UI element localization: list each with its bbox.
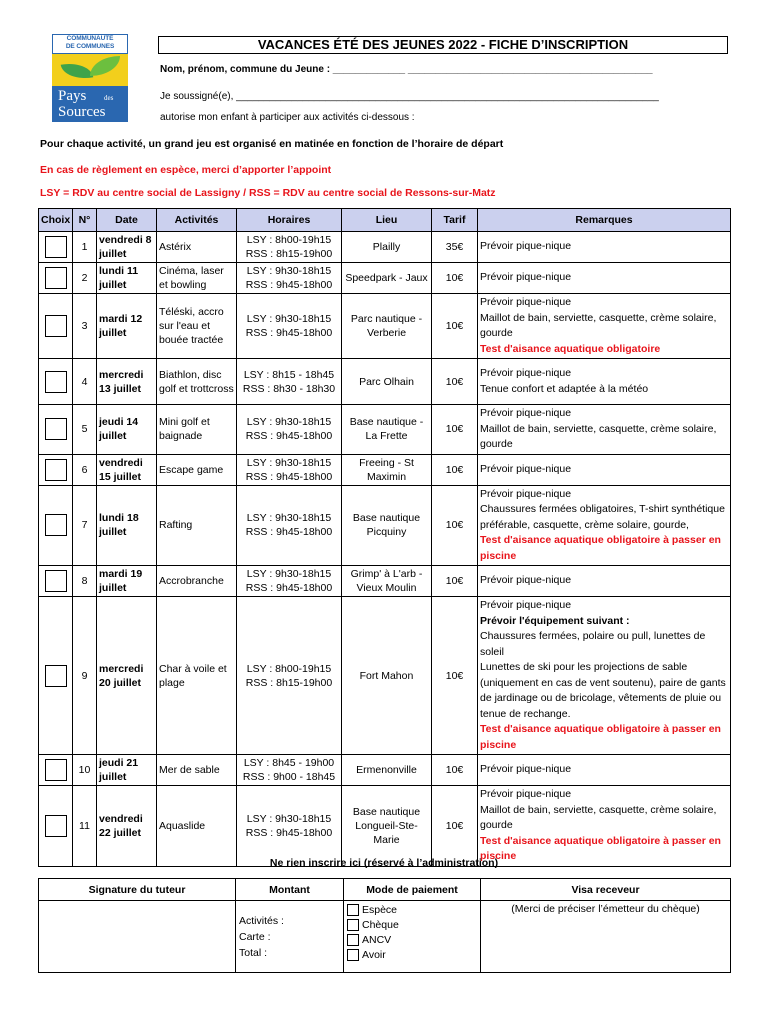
row-horaires bbox=[237, 454, 342, 485]
remark-line: Prévoir pique-nique bbox=[480, 296, 572, 308]
row-lieu: Base nautique Longueil-Ste-Marie bbox=[342, 786, 432, 867]
choice-checkbox[interactable] bbox=[45, 570, 67, 592]
row-activity: Char à voile et plage bbox=[157, 597, 237, 755]
row-horaires bbox=[237, 485, 342, 566]
row-tarif: 35€ bbox=[432, 232, 478, 263]
row-horaires bbox=[237, 263, 342, 294]
logo-band bbox=[52, 34, 128, 54]
choice-cell bbox=[39, 359, 73, 405]
remark-line: Lunettes de ski pour les projections de sable (uniquement en cas de vent soutenu), paire de gants de jardinage ou de bricolage, vêtements de pluie ou tenue de rechange. bbox=[480, 661, 726, 720]
row-date: lundi 18 juillet bbox=[97, 485, 157, 566]
remark-warning: Test d'aisance aquatique obligatoire à passer en piscine bbox=[480, 834, 721, 862]
checkbox[interactable] bbox=[347, 949, 359, 961]
remark-bold: Prévoir l'équipement suivant : bbox=[480, 614, 630, 627]
row-date: lundi 11 juillet bbox=[97, 263, 157, 294]
admin-caption: Ne rien inscrire ici (réservé à l’administration) bbox=[269, 857, 499, 869]
row-number: 4 bbox=[73, 359, 97, 405]
note-reglement: En cas de règlement en espèce, merci d’apporter l’appoint bbox=[40, 164, 332, 176]
choice-checkbox[interactable] bbox=[45, 665, 67, 687]
horaire-lsy: LSY : 9h30-18h15 bbox=[246, 512, 332, 525]
row-lieu: Parc nautique - Verberie bbox=[342, 294, 432, 359]
horaire-rss: RSS : 9h45-18h00 bbox=[245, 327, 333, 339]
choice-cell bbox=[39, 786, 73, 867]
row-tarif: 10€ bbox=[432, 755, 478, 786]
horaire-rss: RSS : 8h15-19h00 bbox=[245, 676, 333, 689]
col-tarif: Tarif bbox=[432, 209, 478, 232]
choice-checkbox[interactable] bbox=[45, 236, 67, 258]
note-grand-jeu: Pour chaque activité, un grand jeu est organisé en matinée en fonction de l’horaire de départ bbox=[40, 138, 504, 150]
row-horaires bbox=[237, 786, 342, 867]
remark-line: Prévoir pique-nique bbox=[480, 271, 572, 284]
horaire-lsy: LSY : 8h00-19h15 bbox=[246, 234, 332, 246]
remark-line: Prévoir pique-nique bbox=[480, 240, 572, 253]
row-remarques bbox=[478, 454, 731, 485]
row-remarques bbox=[478, 566, 731, 597]
mode-avoir[interactable] bbox=[347, 948, 477, 963]
table-row bbox=[39, 755, 731, 786]
remark-line: Prévoir pique-nique bbox=[480, 462, 572, 475]
checkbox[interactable] bbox=[347, 904, 359, 916]
row-horaires bbox=[237, 294, 342, 359]
visa-cell[interactable] bbox=[481, 901, 731, 973]
row-remarques bbox=[478, 232, 731, 263]
mode-cell bbox=[344, 901, 481, 973]
choice-checkbox[interactable] bbox=[45, 459, 67, 481]
table-row bbox=[39, 294, 731, 359]
row-date: mardi 12 juillet bbox=[97, 294, 157, 359]
row-number: 1 bbox=[73, 232, 97, 263]
choice-cell bbox=[39, 485, 73, 566]
row-horaires bbox=[237, 597, 342, 755]
choice-cell bbox=[39, 454, 73, 485]
remark-line: Prévoir pique-nique bbox=[480, 763, 572, 776]
row-horaires bbox=[237, 232, 342, 263]
logo-word-des: des bbox=[104, 94, 114, 102]
choice-cell bbox=[39, 597, 73, 755]
row-number: 7 bbox=[73, 485, 97, 566]
logo bbox=[52, 34, 128, 122]
row-number: 11 bbox=[73, 786, 97, 867]
row-lieu: Freeing - St Maximin bbox=[342, 454, 432, 485]
montant-total: Total : bbox=[239, 946, 268, 959]
row-activity: Mer de sable bbox=[157, 755, 237, 786]
remark-line: Prévoir pique-nique bbox=[480, 788, 572, 800]
row-activity: Mini golf et baignade bbox=[157, 405, 237, 455]
table-row bbox=[39, 485, 731, 566]
mode-label: ANCV bbox=[362, 934, 392, 946]
horaire-rss: RSS : 9h45-18h00 bbox=[245, 470, 333, 483]
admin-table bbox=[38, 878, 731, 973]
choice-checkbox[interactable] bbox=[45, 514, 67, 536]
remark-line: Tenue confort et adaptée à la météo bbox=[480, 382, 649, 395]
remark-line: Chaussures fermées obligatoires, T-shirt synthétique préférable, casquette, crème solaire, gourde, bbox=[480, 503, 725, 531]
col-horaires: Horaires bbox=[237, 209, 342, 232]
horaire-lsy: LSY : 8h45 - 19h00 bbox=[243, 757, 335, 769]
visa-header: Visa receveur bbox=[481, 879, 731, 901]
horaire-rss: RSS : 8h30 - 18h30 bbox=[242, 382, 336, 395]
row-date: vendredi 8 juillet bbox=[97, 232, 157, 263]
row-tarif: 10€ bbox=[432, 454, 478, 485]
choice-cell bbox=[39, 294, 73, 359]
col-lieu: Lieu bbox=[342, 209, 432, 232]
logo-word-pays: Pays bbox=[58, 88, 87, 104]
mode-header: Mode de paiement bbox=[344, 879, 481, 901]
remark-line: Prévoir pique-nique bbox=[480, 574, 572, 587]
logo-word-sources: Sources bbox=[58, 104, 106, 120]
row-number: 2 bbox=[73, 263, 97, 294]
choice-cell bbox=[39, 755, 73, 786]
row-number: 3 bbox=[73, 294, 97, 359]
note-rdv: LSY = RDV au centre social de Lassigny / RSS = RDV au centre social de Ressons-sur-Matz bbox=[40, 187, 496, 199]
row-activity: Téléski, accro sur l'eau et bouée tractée bbox=[157, 294, 237, 359]
table-row bbox=[39, 232, 731, 263]
horaire-rss: RSS : 8h15-19h00 bbox=[245, 248, 333, 260]
row-activity: Accrobranche bbox=[157, 566, 237, 597]
row-activity: Cinéma, laser et bowling bbox=[157, 263, 237, 294]
name-line[interactable]: Nom, prénom, commune du Jeune : _____________ ____________________________________________ bbox=[160, 64, 653, 75]
horaire-rss: RSS : 9h45-18h00 bbox=[245, 526, 333, 539]
row-date: jeudi 14 juillet bbox=[97, 405, 157, 455]
mode-ancv[interactable] bbox=[347, 933, 477, 948]
remark-line: Maillot de bain, serviette, casquette, crème solaire, gourde bbox=[480, 803, 717, 831]
row-date: jeudi 21 juillet bbox=[97, 755, 157, 786]
montant-header: Montant bbox=[236, 879, 344, 901]
row-remarques bbox=[478, 263, 731, 294]
horaire-rss: RSS : 9h45-18h00 bbox=[245, 430, 333, 443]
row-remarques bbox=[478, 405, 731, 455]
activities-table bbox=[38, 208, 731, 867]
choice-checkbox[interactable] bbox=[45, 418, 67, 440]
choice-checkbox[interactable] bbox=[45, 759, 67, 781]
row-number: 6 bbox=[73, 454, 97, 485]
montant-activites: Activités : bbox=[239, 914, 284, 927]
row-lieu: Ermenonville bbox=[342, 755, 432, 786]
mode-label: Avoir bbox=[362, 949, 386, 961]
row-lieu: Grimp' à L'arb - Vieux Moulin bbox=[342, 566, 432, 597]
montant-carte: Carte : bbox=[239, 930, 271, 943]
row-activity: Rafting bbox=[157, 485, 237, 566]
row-remarques bbox=[478, 294, 731, 359]
mode-espece[interactable] bbox=[347, 903, 477, 918]
row-tarif: 10€ bbox=[432, 485, 478, 566]
row-tarif: 10€ bbox=[432, 405, 478, 455]
row-lieu: Base nautique - La Frette bbox=[342, 405, 432, 455]
table-row bbox=[39, 566, 731, 597]
logo-line2: DE COMMUNES bbox=[65, 43, 115, 50]
row-tarif: 10€ bbox=[432, 294, 478, 359]
remark-warning: Test d'aisance aquatique obligatoire à passer en piscine bbox=[480, 534, 721, 562]
row-activity: Biathlon, disc golf et trottcross bbox=[157, 359, 237, 405]
horaire-lsy: LSY : 9h30-18h15 bbox=[246, 456, 332, 469]
choice-cell bbox=[39, 566, 73, 597]
mode-cheque[interactable] bbox=[347, 918, 477, 933]
col-choix: Choix bbox=[39, 209, 73, 232]
remark-line: Maillot de bain, serviette, casquette, crème solaire, gourde bbox=[480, 311, 717, 339]
choice-checkbox[interactable] bbox=[45, 267, 67, 289]
choice-checkbox[interactable] bbox=[45, 315, 67, 337]
page-title: VACANCES ÉTÉ DES JEUNES 2022 - FICHE D’INSCRIPTION bbox=[158, 36, 728, 54]
signature-cell[interactable] bbox=[39, 901, 236, 973]
row-remarques bbox=[478, 597, 731, 755]
col-remarques: Remarques bbox=[478, 209, 731, 232]
choice-checkbox[interactable] bbox=[45, 371, 67, 393]
row-horaires bbox=[237, 566, 342, 597]
col-num: N° bbox=[73, 209, 97, 232]
row-tarif: 10€ bbox=[432, 566, 478, 597]
horaire-lsy: LSY : 9h30-18h15 bbox=[246, 416, 332, 429]
row-lieu: Fort Mahon bbox=[342, 597, 432, 755]
checkbox[interactable] bbox=[347, 934, 359, 946]
mode-label: Espèce bbox=[362, 904, 398, 916]
col-activites: Activités bbox=[157, 209, 237, 232]
remark-warning: Test d'aisance aquatique obligatoire à passer en piscine bbox=[480, 723, 721, 751]
table-row bbox=[39, 263, 731, 294]
row-tarif: 10€ bbox=[432, 597, 478, 755]
row-remarques bbox=[478, 755, 731, 786]
horaire-lsy: LSY : 9h30-18h15 bbox=[246, 313, 332, 325]
logo-line1: COMMUNAUTÉ bbox=[66, 35, 114, 42]
row-number: 10 bbox=[73, 755, 97, 786]
visa-note: (Merci de préciser l’émetteur du chèque) bbox=[511, 903, 700, 915]
row-tarif: 10€ bbox=[432, 786, 478, 867]
row-activity: Escape game bbox=[157, 454, 237, 485]
row-date: mercredi 13 juillet bbox=[97, 359, 157, 405]
table-row bbox=[39, 454, 731, 485]
table-row bbox=[39, 786, 731, 867]
horaire-rss: RSS : 9h45-18h00 bbox=[245, 582, 333, 594]
remark-warning: Test d'aisance aquatique obligatoire bbox=[480, 342, 661, 355]
table-row bbox=[39, 359, 731, 405]
choice-cell bbox=[39, 405, 73, 455]
soussigne-line[interactable]: Je soussigné(e), ____________________________________________________________________________ bbox=[160, 91, 659, 102]
row-horaires bbox=[237, 405, 342, 455]
signature-header: Signature du tuteur bbox=[39, 879, 236, 901]
checkbox[interactable] bbox=[347, 919, 359, 931]
remark-line: Chaussures fermées, polaire ou pull, lunettes de soleil bbox=[480, 630, 706, 658]
choice-checkbox[interactable] bbox=[45, 815, 67, 837]
table-header-row bbox=[39, 209, 731, 232]
table-row bbox=[39, 597, 731, 755]
row-lieu: Speedpark - Jaux bbox=[342, 263, 432, 294]
autorise-line: autorise mon enfant à participer aux activités ci-dessous : bbox=[160, 112, 415, 123]
remark-line: Prévoir pique-nique bbox=[480, 407, 572, 419]
choice-cell bbox=[39, 263, 73, 294]
horaire-lsy: LSY : 9h30-18h15 bbox=[246, 265, 332, 277]
horaire-rss: RSS : 9h00 - 18h45 bbox=[242, 771, 336, 783]
row-lieu: Base nautique Picquiny bbox=[342, 485, 432, 566]
row-activity: Astérix bbox=[157, 232, 237, 263]
remark-line: Prévoir pique-nique bbox=[480, 367, 572, 379]
montant-cell[interactable] bbox=[236, 901, 344, 973]
horaire-lsy: LSY : 8h00-19h15 bbox=[246, 662, 332, 675]
horaire-lsy: LSY : 8h15 - 18h45 bbox=[243, 368, 335, 381]
row-tarif: 10€ bbox=[432, 359, 478, 405]
row-date: mardi 19 juillet bbox=[97, 566, 157, 597]
row-tarif: 10€ bbox=[432, 263, 478, 294]
row-lieu: Plailly bbox=[342, 232, 432, 263]
row-date: mercredi 20 juillet bbox=[97, 597, 157, 755]
row-lieu: Parc Olhain bbox=[342, 359, 432, 405]
row-date: vendredi 22 juillet bbox=[97, 786, 157, 867]
row-horaires bbox=[237, 755, 342, 786]
row-remarques bbox=[478, 359, 731, 405]
row-activity: Aquaslide bbox=[157, 786, 237, 867]
row-remarques bbox=[478, 485, 731, 566]
row-horaires bbox=[237, 359, 342, 405]
remark-line: Maillot de bain, serviette, casquette, crème solaire, gourde bbox=[480, 422, 717, 450]
row-number: 5 bbox=[73, 405, 97, 455]
choice-cell bbox=[39, 232, 73, 263]
horaire-rss: RSS : 9h45-18h00 bbox=[245, 279, 333, 291]
col-date: Date bbox=[97, 209, 157, 232]
remark-line: Prévoir pique-nique bbox=[480, 487, 572, 500]
row-remarques bbox=[478, 786, 731, 867]
horaire-lsy: LSY : 9h30-18h15 bbox=[246, 568, 332, 580]
table-row bbox=[39, 405, 731, 455]
horaire-lsy: LSY : 9h30-18h15 bbox=[246, 812, 332, 825]
remark-line: Prévoir pique-nique bbox=[480, 599, 572, 611]
row-number: 9 bbox=[73, 597, 97, 755]
mode-label: Chèque bbox=[362, 919, 399, 931]
row-date: vendredi 15 juillet bbox=[97, 454, 157, 485]
row-number: 8 bbox=[73, 566, 97, 597]
horaire-rss: RSS : 9h45-18h00 bbox=[245, 826, 333, 839]
